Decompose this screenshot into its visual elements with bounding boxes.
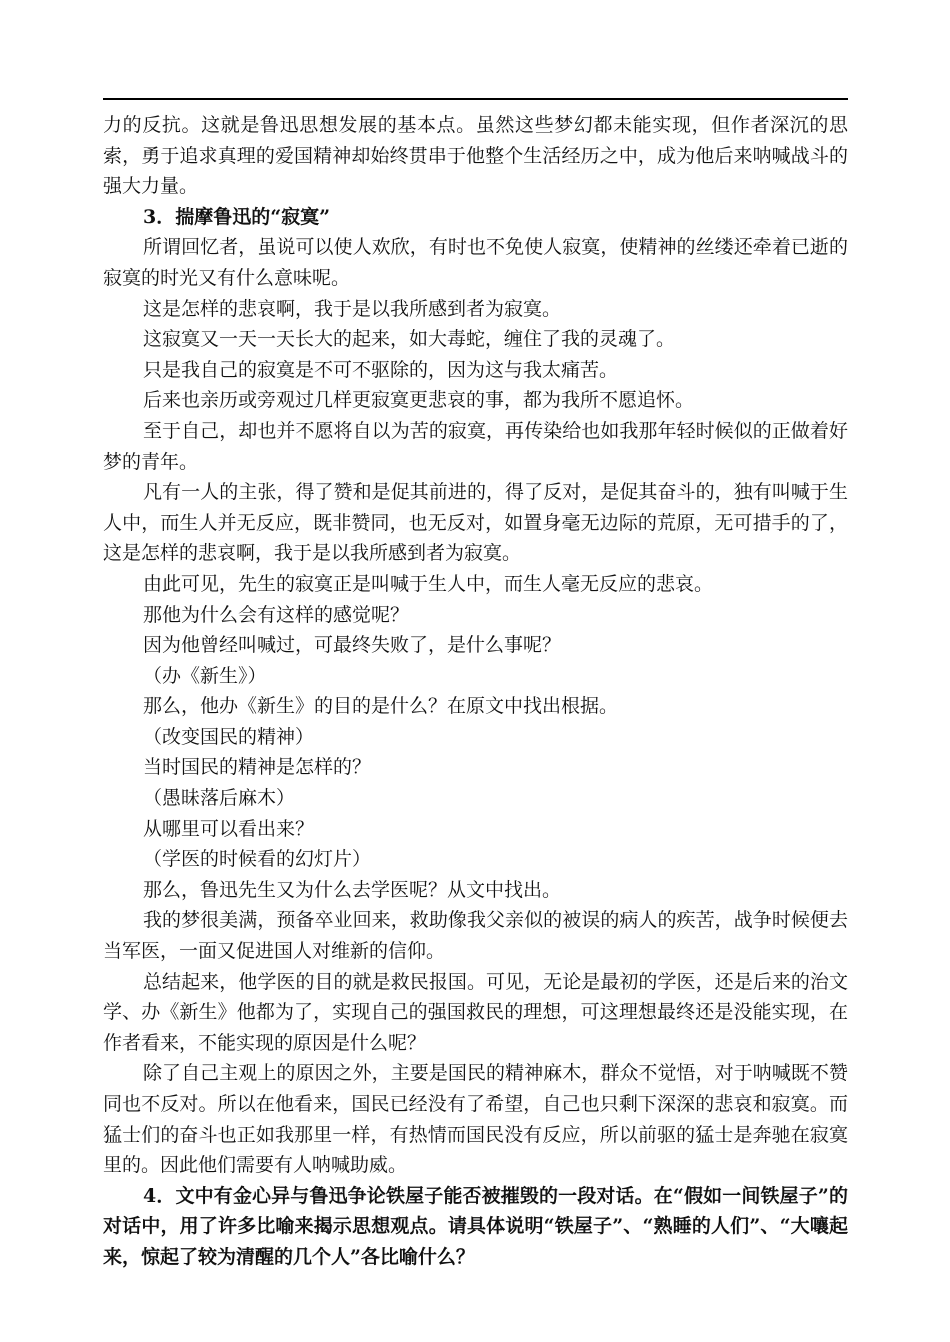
answer-line: （愚昧落后麻木） <box>143 787 296 810</box>
quote-paragraph: 我的梦很美满，预备卒业回来，救助像我父亲似的被误的病人的疾苦，战争时候便去当军医，一面又促进国人对维新的信仰。 <box>103 909 848 963</box>
answer-line: （学医的时候看的幻灯片） <box>143 848 372 871</box>
header-rule <box>103 98 848 100</box>
quote-paragraph: 至于自己，却也并不愿将自以为苦的寂寞，再传染给也如我那年轻时候似的正做着好梦的青年。 <box>103 419 848 473</box>
section-heading-3: 3．揣摩鲁迅的“寂寞” <box>143 205 331 228</box>
body-paragraph: 总结起来，他学医的目的就是救民报国。可见，无论是最初的学医，还是后来的治文学、办《新生》他都为了，实现自己的强国救民的理想，可这理想最终还是没能实现，在作者看来，不能实现的原因是什么呢？ <box>103 970 848 1054</box>
section-heading-4: 4．文中有金心异与鲁迅争论铁屋子能否被摧毁的一段对话。在“假如一间铁屋子”的对话中，用了许多比喻来揭示思想观点。请具体说明“铁屋子”、“熟睡的人们”、“大嚷起来，惊起了较为清醒的几个人”各比喻什么？ <box>103 1184 848 1268</box>
quote-paragraph: 凡有一人的主张，得了赞和是促其前进的，得了反对，是促其奋斗的，独有叫喊于生人中，而生人并无反应，既非赞同，也无反对，如置身毫无边际的荒原，无可措手的了，这是怎样的悲哀啊，我于是以我所感到者为寂寞。 <box>103 481 848 565</box>
quote-paragraph: 这是怎样的悲哀啊，我于是以我所感到者为寂寞。 <box>143 297 562 320</box>
question-line: 当时国民的精神是怎样的？ <box>143 756 372 779</box>
question-line: 那么，鲁迅先生又为什么去学医呢？从文中找出。 <box>143 878 562 901</box>
document-body <box>103 110 848 1273</box>
quote-paragraph: 这寂寞又一天一天长大的起来，如大毒蛇，缠住了我的灵魂了。 <box>143 328 676 351</box>
quote-paragraph: 所谓回忆者，虽说可以使人欢欣，有时也不免使人寂寞，使精神的丝缕还牵着已逝的寂寞的时光又有什么意味呢。 <box>103 236 848 289</box>
answer-line: （办《新生》） <box>143 664 267 687</box>
quote-paragraph: 后来也亲历或旁观过几样更寂寞更悲哀的事，都为我所不愿追怀。 <box>143 389 695 412</box>
paragraph-continuation: 力的反抗。这就是鲁迅思想发展的基本点。虽然这些梦幻都未能实现，但作者深沉的思索，勇于追求真理的爱国精神却始终贯串于他整个生活经历之中，成为他后来呐喊战斗的强大力量。 <box>103 114 848 198</box>
question-line: 那他为什么会有这样的感觉呢？ <box>143 603 410 626</box>
quote-paragraph: 只是我自己的寂寞是不可不驱除的，因为这与我太痛苦。 <box>143 358 619 381</box>
body-paragraph: 由此可见，先生的寂寞正是叫喊于生人中，而生人毫无反应的悲哀。 <box>143 572 714 595</box>
answer-line: （改变国民的精神） <box>143 725 315 748</box>
question-line: 那么，他办《新生》的目的是什么？在原文中找出根据。 <box>143 695 619 718</box>
body-paragraph: 除了自己主观上的原因之外，主要是国民的精神麻木，群众不觉悟，对于呐喊既不赞同也不反对。所以在他看来，国民已经没有了希望，自己也只剩下深深的悲哀和寂寞。而猛士们的奋斗也正如我那里一样，有热情而国民没有反应，所以前驱的猛士是奔驰在寂寞里的。因此他们需要有人呐喊助威。 <box>103 1062 848 1177</box>
question-line: 因为他曾经叫喊过，可最终失败了，是什么事呢？ <box>143 634 562 657</box>
question-line: 从哪里可以看出来？ <box>143 817 315 840</box>
